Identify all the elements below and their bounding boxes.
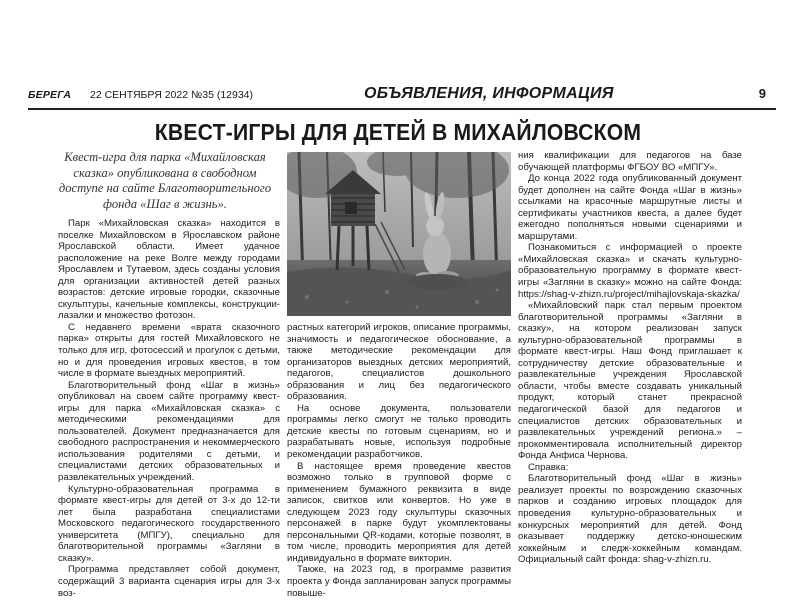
page-number: 9 [758, 86, 766, 101]
reference-heading: Справка: [528, 461, 569, 473]
article-photo [287, 152, 511, 316]
paragraph: С недавнего времени «врата сказочного парка» открыты для гостей Михайловского не только для игр, фотосессий и прогулок с детьми, но и для проведения игровых квестов, в том числе в формате выездных мероприятий. [58, 321, 280, 380]
paragraph: Парк «Михайловская сказка» находится в поселке Михайловском в Ярославском районе Ярославской области. Имеет удачное расположение на реке Волге между городами Ярославлем и Тутаевом, здесь созданы условия для организации активностей детей разных возрастов: детские игровые городки, сказочные скульптуры, качельные комплексы, конструкции-лазалки и множество фотозон. [58, 218, 280, 322]
paragraph: Программа представляет собой документ, содержащий 3 варианта сценария игры для 3-х воз- [58, 564, 280, 599]
paragraph: ния квалификации для педагогов на базе обучающей платформы ФГБОУ ВО «МПГУ». [518, 150, 742, 173]
paragraph: До конца 2022 года опубликованный документ будет дополнен на сайте Фонда «Шаг в жизнь» ссылками на красочные маршрутные листы и сертификаты участников квеста, а далее будет ежегодно пополняться новыми сценариями и маршрутами. [518, 173, 742, 242]
paragraph: Благотворительный фонд «Шаг в жизнь» опубликовал на своем сайте программу квест-игры для парка «Михайловская сказка» с методическими рекомендациями для пользователей. Документ предназначается для свободного распространения и некоммерческого использования родителями с детьми, и специалистами детских образовательных и развлекательных учреждений. [58, 379, 280, 484]
paragraph: «Михайловский парк стал первым проектом благотворительной программы «Загляни в сказку», на котором реализован запуск культурно-образовательной программы в формате квест-игры. Наш Фонд приглашает к сотрудничеству детские образовательные и развлекательные учреждения Ярославской области, чтобы вместе создавать уникальный продукт, который станет прекрасной педагогической базой для педагогов и специалистов детских образовательных и развлекательных учреждений региона.» – прокомментировала исполнительный директор Фонда Анфиса Чернова. [518, 300, 742, 462]
paragraph: Культурно-образовательная программа в формате квест-игры для детей от 3-х до 12-ти лет была разработана специалистами Московского педагогического государственного университета (МПГУ), специально для благотворительной программы «Загляни в сказку». [58, 483, 280, 564]
paragraph: Также, на 2023 год, в программе развития проекта у Фонда запланирован запуск программы повыше- [287, 564, 511, 599]
article-column-1 [58, 218, 280, 599]
paragraph: Познакомиться с информацией о проекте «Михайловская сказка» и скачать культурно-образовательную программу в формате квест-игры «Загляни в сказку» можно на сайте Фонда: https://shag-v-zhizn.ru/project/mihajlovskaja-skazka/ [518, 242, 742, 300]
newspaper-name: БЕРЕГА [28, 89, 72, 101]
paragraph: В настоящее время проведение квестов возможно только в групповой форме с применением бумажного реквизита в виде записок, свитков или конвертов. Но уже в следующем 2023 году скульптуры сказочных персонажей в парке будут укомплектованы персональными QR-кодами, которые позволят, в том числе, проводить мероприятия для детей индивидуально в формате викторин. [287, 460, 511, 564]
article-title: КВЕСТ-ИГРЫ ДЛЯ ДЕТЕЙ В МИХАЙЛОВСКОМ [154, 119, 642, 145]
paragraph: На основе документа, пользователи программы легко смогут не только проводить детские квесты по готовым сценариям, но и разрабатывать новые, используя подробные рекомендации разработчиков. [287, 402, 511, 461]
article-column-2 [287, 322, 511, 599]
page-header [28, 86, 776, 110]
section-title: ОБЪЯВЛЕНИЯ, ИНФОРМАЦИЯ [364, 85, 614, 102]
paragraph: Благотворительный фонд «Шаг в жизнь» реализует проекты по возрождению сказочных парков и созданию игровых площадок для проведения культурно-образовательных и конкурсных мероприятий для детей. Фонд оказывает поддержку детско-юношеским хоккейным и следж-хоккейным командам. Официальный сайт фонда: shag-v-zhizn.ru. [518, 473, 742, 566]
paragraph: растных категорий игроков, описание программы, значимость и педагогическое обоснование, а также методические рекомендации для организаторов выездных детских мероприятий, педагогов, специалистов дошкольного образования и лиц без педагогического образования. [287, 322, 511, 403]
issue-date: 22 СЕНТЯБРЯ 2022 №35 (12934) [90, 89, 254, 101]
article-column-3 [518, 150, 742, 566]
article-lead: Квест-игра для парка «Михайловская сказка» опубликована в свободном доступе на сайте Благотворительного фонда «Шаг в жизнь». [58, 150, 272, 211]
